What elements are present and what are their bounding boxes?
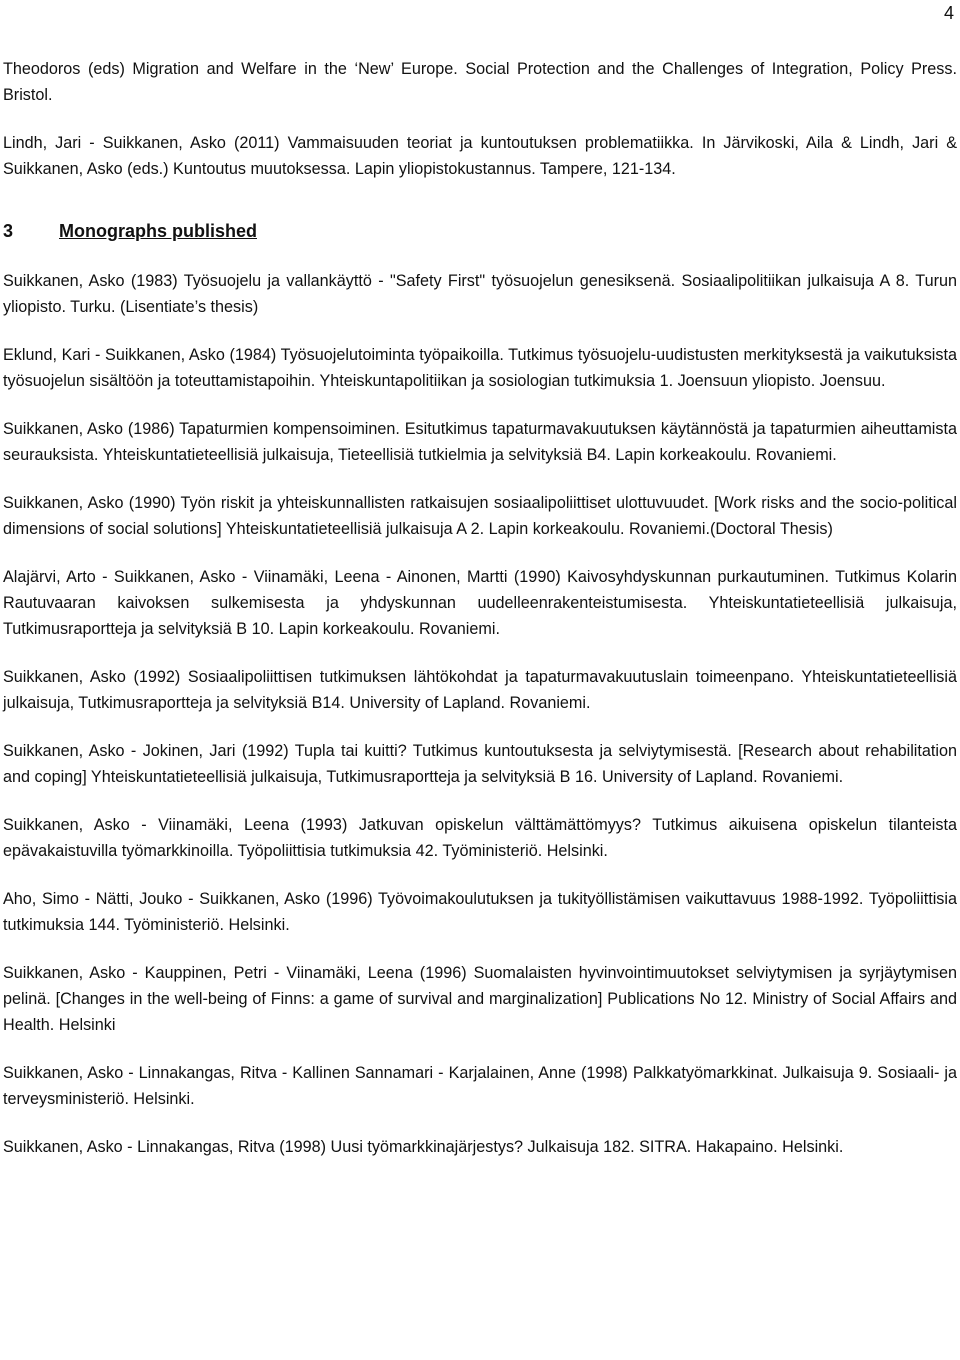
section-heading [3, 218, 957, 244]
monograph-entry: Suikkanen, Asko (1983) Työsuojelu ja vallankäyttö - "Safety First" työsuojelun genesiksenä. Sosiaalipolitiikan julkaisuja A 8. Turun yliopisto. Turku. (Lisentiate’s thesis) [3, 272, 957, 316]
monograph-entry: Alajärvi, Arto - Suikkanen, Asko - Viinamäki, Leena - Ainonen, Martti (1990) Kaivosyhdyskunnan purkautuminen. Tutkimus Kolarin Rautuvaaran kaivoksen sulkemisesta ja yhdyskunnan uudelleenrakenteistumisesta. Yhteiskuntatieteellisiä julkaisuja, Tutkimusraportteja ja selvityksiä B 10. Lapin korkeakoulu. Rovaniemi. [3, 568, 957, 638]
section-number: 3 [3, 221, 14, 241]
monograph-entry: Suikkanen, Asko (1986) Tapaturmien kompensoiminen. Esitutkimus tapaturmavakuutuksen käytännöstä ja tapaturmien aiheuttamista seurauksista. Yhteiskuntatieteellisiä julkaisuja, Tieteellisiä tutkielmia ja selvityksiä B4. Lapin korkeakoulu. Rovaniemi. [3, 420, 957, 464]
reference-entry: Theodoros (eds) Migration and Welfare in the ‘New’ Europe. Social Protection and the Challenges of Integration, Policy Press. Bristol. [3, 60, 957, 104]
monograph-entry: Suikkanen, Asko - Viinamäki, Leena (1993) Jatkuvan opiskelun välttämättömyys? Tutkimus aikuisena opiskelun tilanteista epävakaistuvilla työmarkkinoilla. Työpoliittisia tutkimuksia 42. Työministeriö. Helsinki. [3, 816, 957, 860]
monograph-entry: Aho, Simo - Nätti, Jouko - Suikkanen, Asko (1996) Työvoimakoulutuksen ja tukityöllistämisen vaikuttavuus 1988-1992. Työpoliittisia tutkimuksia 144. Työministeriö. Helsinki. [3, 890, 957, 934]
monograph-entry: Eklund, Kari - Suikkanen, Asko (1984) Työsuojelutoiminta työpaikoilla. Tutkimus työsuojelu-uudistusten merkityksestä ja vaikutuksista työsuojelun sisältöön ja toteuttamistapoihin. Yhteiskuntapolitiikan ja sosiologian tutkimuksia 1. Joensuun yliopisto. Joensuu. [3, 346, 957, 390]
page-number: 4 [943, 3, 954, 23]
monograph-entry: Suikkanen, Asko (1992) Sosiaalipoliittisen tutkimuksen lähtökohdat ja tapaturmavakuutuslain toimeenpano. Yhteiskuntatieteellisiä julkaisuja, Tutkimusraportteja ja selvityksiä B14. University of Lapland. Rovaniemi. [3, 668, 957, 712]
document-body [3, 56, 957, 1182]
reference-entry: Lindh, Jari - Suikkanen, Asko (2011) Vammaisuuden teoriat ja kuntoutuksen problematiikka. In Järvikoski, Aila & Lindh, Jari & Suikkanen, Asko (eds.) Kuntoutus muutoksessa. Lapin yliopistokustannus. Tampere, 121-134. [3, 134, 957, 178]
monograph-entry: Suikkanen, Asko - Kauppinen, Petri - Viinamäki, Leena (1996) Suomalaisten hyvinvointimuutokset selviytymisen ja syrjäytymisen pelinä. [Changes in the well-being of Finns: a game of survival and marginalization] Publications No 12. Ministry of Social Affairs and Health. Helsinki [3, 964, 957, 1034]
monograph-entry: Suikkanen, Asko (1990) Työn riskit ja yhteiskunnallisten ratkaisujen sosiaalipoliittiset ulottuvuudet. [Work risks and the socio-political dimensions of social solutions] Yhteiskuntatieteellisiä julkaisuja A 2. Lapin korkeakoulu. Rovaniemi.(Doctoral Thesis) [3, 494, 957, 538]
monograph-entry: Suikkanen, Asko - Linnakangas, Ritva - Kallinen Sannamari - Karjalainen, Anne (1998) Palkkatyömarkkinat. Julkaisuja 9. Sosiaali- ja terveysministeriö. Helsinki. [3, 1064, 957, 1108]
monograph-entry: Suikkanen, Asko - Linnakangas, Ritva (1998) Uusi työmarkkinajärjestys? Julkaisuja 182. SITRA. Hakapaino. Helsinki. [3, 1138, 844, 1156]
monograph-entry: Suikkanen, Asko - Jokinen, Jari (1992) Tupla tai kuitti? Tutkimus kuntoutuksesta ja selviytymisestä. [Research about rehabilitation and coping] Yhteiskuntatieteellisiä julkaisuja, Tutkimusraportteja ja selvityksiä B 16. University of Lapland. Rovaniemi. [3, 742, 957, 786]
section-title: Monographs published [59, 221, 257, 241]
